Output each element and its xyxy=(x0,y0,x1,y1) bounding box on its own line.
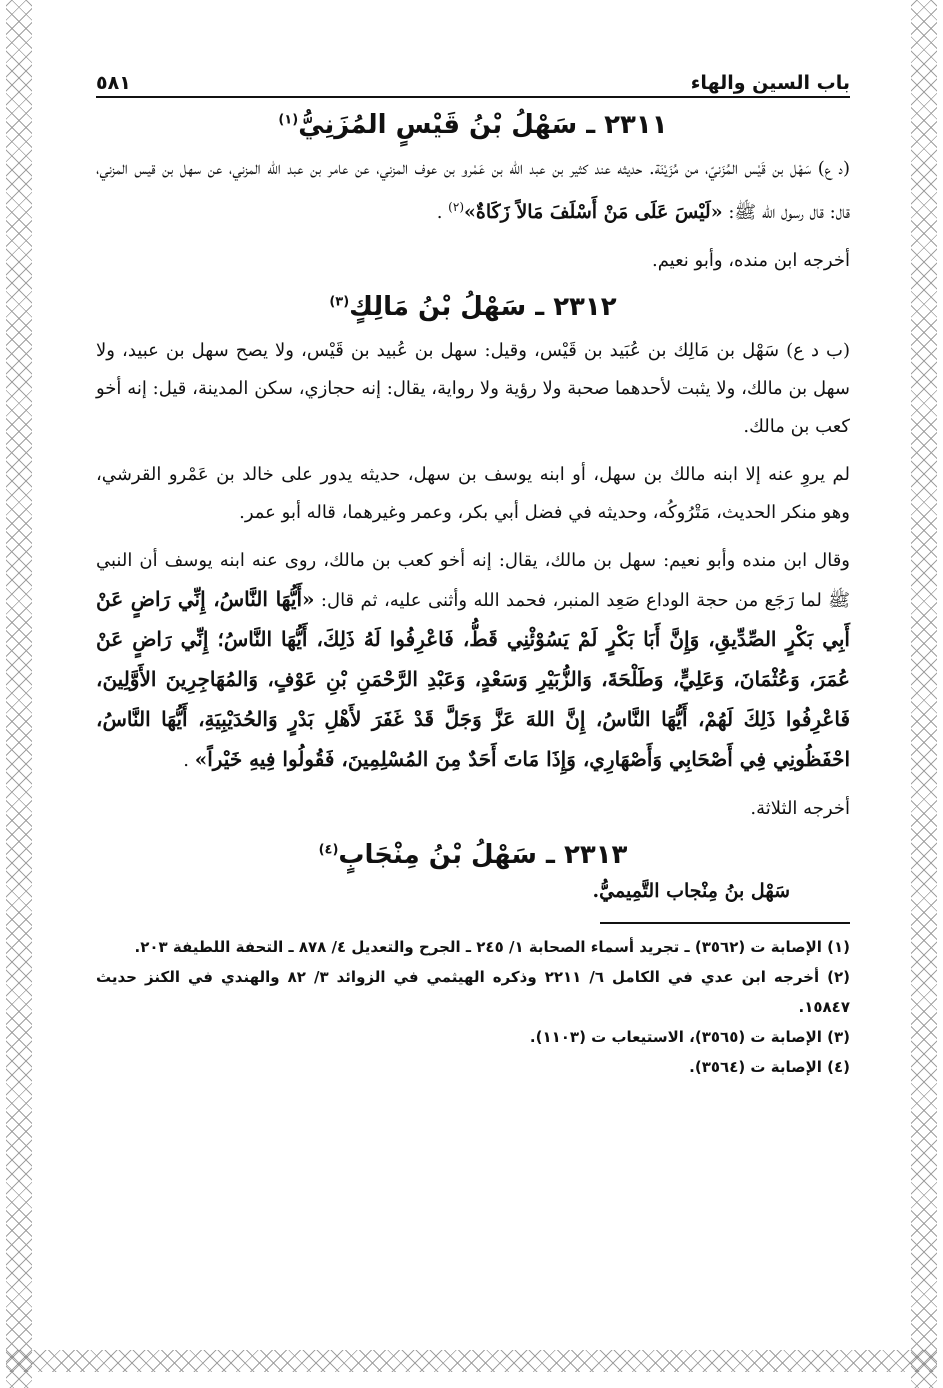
footnote: (٤) الإصابة ت (٣٥٦٤). xyxy=(689,1058,850,1076)
entry-title-text: ٢٣١٣ ـ سَهْلُ بْنُ مِنْجَابٍ xyxy=(338,840,628,870)
entry-paragraph: سَهْل بنُ مِنْجاب التَّمِيميُّ. xyxy=(592,880,790,902)
page-content xyxy=(96,62,850,1082)
page-number: ٥٨١ xyxy=(96,72,131,94)
hadith-text: «لَيْسَ عَلَى مَنْ أَسْلَفَ مَالاً زَكَاةٌ» xyxy=(464,201,723,223)
entry-paragraph: لم يروِ عنه إلا ابنه مالك بن سهل، أو ابنه يوسف بن سهل، حديثه يدور على خالد بن عَمْرو القرشي، وهو منكر الحديث، مَتْرُوكُه، وحديثه في فضل أبي بكر، وعمر وغيرهما، قاله أبو عمر. xyxy=(96,464,850,523)
footnote: (١) الإصابة ت (٣٥٦٢) ـ تجريد أسماء الصحابة ١/ ٢٤٥ ـ الجرح والتعديل ٤/ ٨٧٨ ـ التحفة اللطيفة ٢٠٣. xyxy=(134,938,850,956)
paragraph-text: (د ع) سَهْل بن قَيْس المُزَنيّ، من مُزَيْنَة. حديثه عند كثير بن عبد اللّه بن عَمْرو بن عوف المزني، عن عامر بن عبد اللّه المزني، عن سهل بن قيس المزني، قال: قال رسول الله ﷺ: xyxy=(96,158,850,223)
hadith-text: «أَيُّهَا النَّاسُ، إِنِّي رَاضٍ عَنْ أَبِي بَكْرٍ الصِّدِّيقِ، وَإِنَّ أَبَا بَكْرٍ لَمْ يَسُوْئْنِي قَطُّ، فَاعْرِفُوا لَهُ ذَلِكَ، أَيُّهَا النَّاسُ؛ إِنِّي رَاضٍ عَنْ عُمَرَ، وَعُثْمَانَ، وَعَلِيٍّ، وَطَلْحَةَ، وَالزُّبَيْرِ وَسَعْدٍ، وَعَبْدِ الرَّحْمَنِ بْنِ عَوْفٍ، وَالمُهَاجِرِينَ الأَوَّلِينَ، فَاعْرِفُوا ذَلِكَ لَهُمْ، أَيُّهَا النَّاسُ، إِنَّ اللهَ عَزَّ وَجَلَّ قَدْ غَفَرَ لأَهْلِ بَدْرٍ وَالحُدَيْبِيَةِ، أَيُّهَا النَّاسُ، احْفَظُونِي فِي أَصْحَابِي وَأَصْهَارِي، وَإِذَا مَاتَ أَحَدٌ مِنَ المُسْلِمِينَ، فَقُولُوا فِيهِ خَيْراً» xyxy=(96,587,850,771)
footnote-marker: (٤) xyxy=(318,842,339,858)
footnotes xyxy=(96,932,850,1082)
footnote-marker: (٢) xyxy=(448,200,464,214)
decorative-border-right xyxy=(911,0,937,1388)
running-header xyxy=(96,62,850,98)
entry-title-text: ٢٣١٢ ـ سَهْلُ بْنُ مَالِكٍ xyxy=(349,292,617,322)
chapter-title: باب السين والهاء xyxy=(690,72,850,94)
entry-paragraph: وقال ابن منده وأبو نعيم: سهل بن مالك، يقال: إنه أخو كعب بن مالك، روى عنه ابنه يوسف أن النبي ﷺ لما رَجَع من حجة الوداع صَعِد المنبر، فحمد الله وأثنى عليه، ثم قال: «أَيُّهَا النَّاسُ، إِنِّي رَاضٍ عَنْ أَبِي بَكْرٍ الصِّدِّيقِ، وَإِنَّ أَبَا بَكْرٍ لَمْ يَسُوْئْنِي قَطُّ، فَاعْرِفُوا لَهُ ذَلِكَ، أَيُّهَا النَّاسُ؛ إِنِّي رَاضٍ عَنْ عُمَرَ، وَعُثْمَانَ، وَعَلِيٍّ، وَطَلْحَةَ، وَالزُّبَيْرِ وَسَعْدٍ، وَعَبْدِ الرَّحْمَنِ بْنِ عَوْفٍ، وَالمُهَاجِرِينَ الأَوَّلِينَ، فَاعْرِفُوا ذَلِكَ لَهُمْ، أَيُّهَا النَّاسُ، إِنَّ اللهَ عَزَّ وَجَلَّ قَدْ غَفَرَ لأَهْلِ بَدْرٍ وَالحُدَيْبِيَةِ، أَيُّهَا النَّاسُ، احْفَظُونِي فِي أَصْحَابِي وَأَصْهَارِي، وَإِذَا مَاتَ أَحَدٌ مِنَ المُسْلِمِينَ، فَقُولُوا فِيهِ خَيْراً» . xyxy=(96,550,850,771)
entry-title xyxy=(96,840,850,870)
footnote: (٣) الإصابة ت (٣٥٦٥)، الاستيعاب ت (١١٠٣). xyxy=(529,1028,850,1046)
decorative-border-left xyxy=(6,0,32,1388)
footnote-marker: (١) xyxy=(278,112,299,128)
paragraph-text: وقال ابن منده وأبو نعيم: سهل بن مالك، يقال: إنه أخو كعب بن مالك، روى عنه ابنه يوسف أن النبي ﷺ لما رَجَع من حجة الوداع صَعِد المنبر، فحمد الله وأثنى عليه، ثم قال: xyxy=(96,550,850,611)
footnote-divider xyxy=(600,922,850,924)
entry-title xyxy=(96,292,850,322)
entry-paragraph: (ب د ع) سَهْل بن مَالِك بن عُبَيد بن قَيْس، وقيل: سهل بن عُبيد بن قَيْس، ولا يصح سهل بن عبيد، ولا سهل بن مالك، ولا يثبت لأحدهما صحبة ولا رؤية ولا رواية، يقال: إنه حجازي، سكن المدينة، قيل: إنه أخو كعب بن مالك. xyxy=(96,340,850,437)
entry-title xyxy=(96,110,850,140)
entry-paragraph: أخرجه الثلاثة. xyxy=(750,798,850,819)
entry-paragraph: أخرجه ابن منده، وأبو نعيم. xyxy=(651,250,850,271)
entry-title-text: ٢٣١١ ـ سَهْلُ بْنُ قَيْسٍ المُزَنِيُّ xyxy=(298,110,668,140)
footnote: (٢) أخرجه ابن عدي في الكامل ٦/ ٢٢١١ وذكره الهيثمي في الزوائد ٣/ ٨٢ والهندي في الكنز حديث ١٥٨٤٧. xyxy=(96,968,851,1016)
footnote-marker: (٣) xyxy=(329,294,350,310)
entry-paragraph: (د ع) سَهْل بن قَيْس المُزَنيّ، من مُزَيْنَة. حديثه عند كثير بن عبد اللّه بن عَمْرو بن عوف المزني، عن عامر بن عبد اللّه المزني، عن سهل بن قيس المزني، قال: قال رسول الله ﷺ: «لَيْسَ عَلَى مَنْ أَسْلَفَ مَالاً زَكَاةٌ»$^{(٢)}$ . xyxy=(96,158,850,223)
decorative-border-bottom xyxy=(6,1350,937,1372)
